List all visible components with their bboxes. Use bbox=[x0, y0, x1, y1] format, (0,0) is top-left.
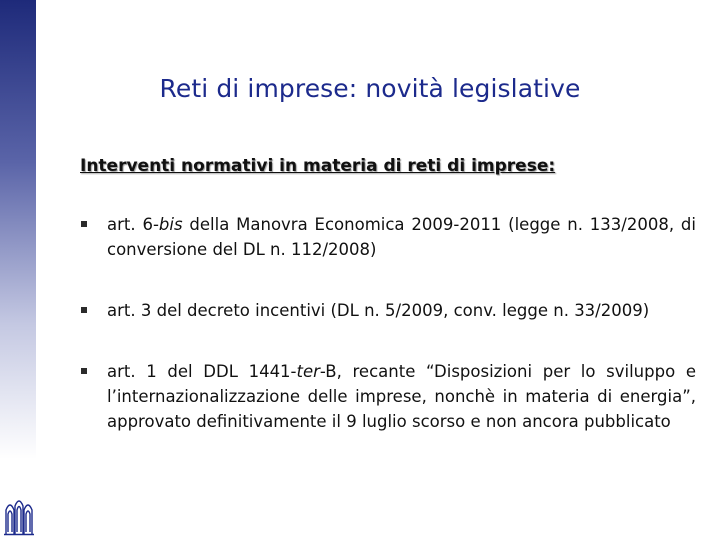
confindustria-logo-icon bbox=[2, 496, 36, 536]
bullet-text-italic: bis bbox=[158, 215, 183, 234]
square-bullet-icon bbox=[81, 307, 87, 313]
bullet-text-end: della Manovra Economica 2009-2011 (legge n. 133/2008, di conversione del DL n. 112/2008) bbox=[107, 215, 696, 259]
square-bullet-icon bbox=[81, 221, 87, 227]
square-bullet-icon bbox=[81, 368, 87, 374]
bullet-text-italic: ter bbox=[296, 362, 320, 381]
section-heading: Interventi normativi in materia di reti di imprese: bbox=[80, 156, 556, 176]
bullet-list bbox=[80, 212, 696, 470]
bullet-text-start: art. 1 del DDL 1441- bbox=[107, 362, 297, 381]
bullet-text-start: art. 6- bbox=[107, 215, 159, 234]
bullet-item bbox=[80, 359, 696, 434]
slide-title: Reti di imprese: novità legislative bbox=[159, 74, 581, 103]
bullet-text-end: -B, recante “Disposizioni per lo sviluppo e l’internazionalizzazione delle imprese, nonchè in materia di energia”, approvato definitivamente il 9 luglio scorso e non ancora pubblicato bbox=[107, 362, 696, 431]
bullet-item bbox=[80, 212, 696, 262]
bullet-item bbox=[80, 298, 696, 323]
bullet-text-start: art. 3 del decreto incentivi (DL n. 5/2009, conv. legge n. 33/2009) bbox=[107, 301, 650, 320]
